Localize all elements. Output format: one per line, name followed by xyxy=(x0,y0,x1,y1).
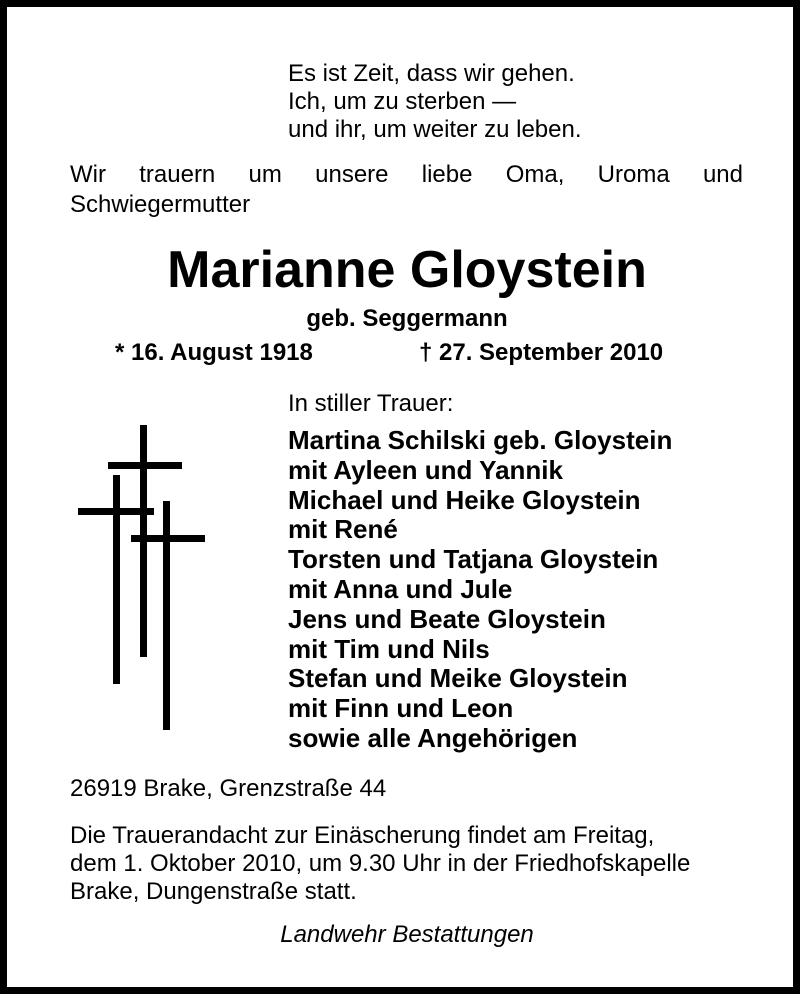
poem-line: und ihr, um weiter zu leben. xyxy=(288,116,582,143)
mourner-line: sowie alle Angehörigen xyxy=(288,722,578,753)
mourner-line: Martina Schilski geb. Gloystein xyxy=(288,425,673,455)
intro-word: um xyxy=(248,161,282,188)
birth-name: geb. Seggermann xyxy=(306,305,508,332)
mourner-line: Torsten und Tatjana Gloystein xyxy=(288,544,659,575)
ceremony-line: Brake, Dungenstraße statt. xyxy=(70,878,357,905)
poem xyxy=(288,60,582,144)
mourner-line: mit Finn und Leon xyxy=(288,693,514,724)
death-date: † 27. September 2010 xyxy=(419,339,664,366)
mourning-label: In stiller Trauer: xyxy=(288,390,454,417)
address: 26919 Brake, Grenzstraße 44 xyxy=(70,775,387,802)
birth-date: * 16. August 1918 xyxy=(115,339,313,366)
intro-word: Oma, xyxy=(505,161,565,188)
intro-line-1 xyxy=(70,160,743,190)
intro-word: Uroma xyxy=(597,161,670,188)
mourner-line: mit Anna und Jule xyxy=(288,573,513,604)
intro-word: unsere xyxy=(315,161,389,188)
ceremony-line: dem 1. Oktober 2010, um 9.30 Uhr in der Friedhofskapelle xyxy=(70,850,691,877)
mourner-line: mit René xyxy=(288,514,398,545)
deceased-name: Marianne Gloystein xyxy=(167,241,647,299)
three-crosses-icon xyxy=(77,425,207,730)
cross-horizontal xyxy=(131,535,205,542)
mourner-line: Stefan und Meike Gloystein xyxy=(288,663,628,694)
mourner-line: Michael und Heike Gloystein xyxy=(288,484,641,515)
intro-word: liebe xyxy=(421,161,473,188)
poem-line: Es ist Zeit, dass wir gehen. xyxy=(288,60,575,87)
intro-word: und xyxy=(702,161,743,188)
mourner-line: Jens und Beate Gloystein xyxy=(288,603,606,634)
intro-line-2: Schwiegermutter xyxy=(70,191,251,218)
undertaker-name: Landwehr Bestattungen xyxy=(280,921,534,948)
ceremony-notice xyxy=(70,822,690,906)
cross-horizontal xyxy=(108,462,182,469)
mourner-line: mit Tim und Nils xyxy=(288,633,490,664)
cross-horizontal xyxy=(78,508,154,515)
intro-text xyxy=(70,160,743,220)
cross-vertical xyxy=(113,475,120,684)
intro-word: Wir xyxy=(70,161,106,188)
poem-line: Ich, um zu sterben — xyxy=(288,88,517,115)
mourner-line: mit Ayleen und Yannik xyxy=(288,454,563,485)
intro-word: trauern xyxy=(139,161,216,188)
mourners-list xyxy=(288,426,672,754)
ceremony-line: Die Trauerandacht zur Einäscherung findet am Freitag, xyxy=(70,822,655,849)
